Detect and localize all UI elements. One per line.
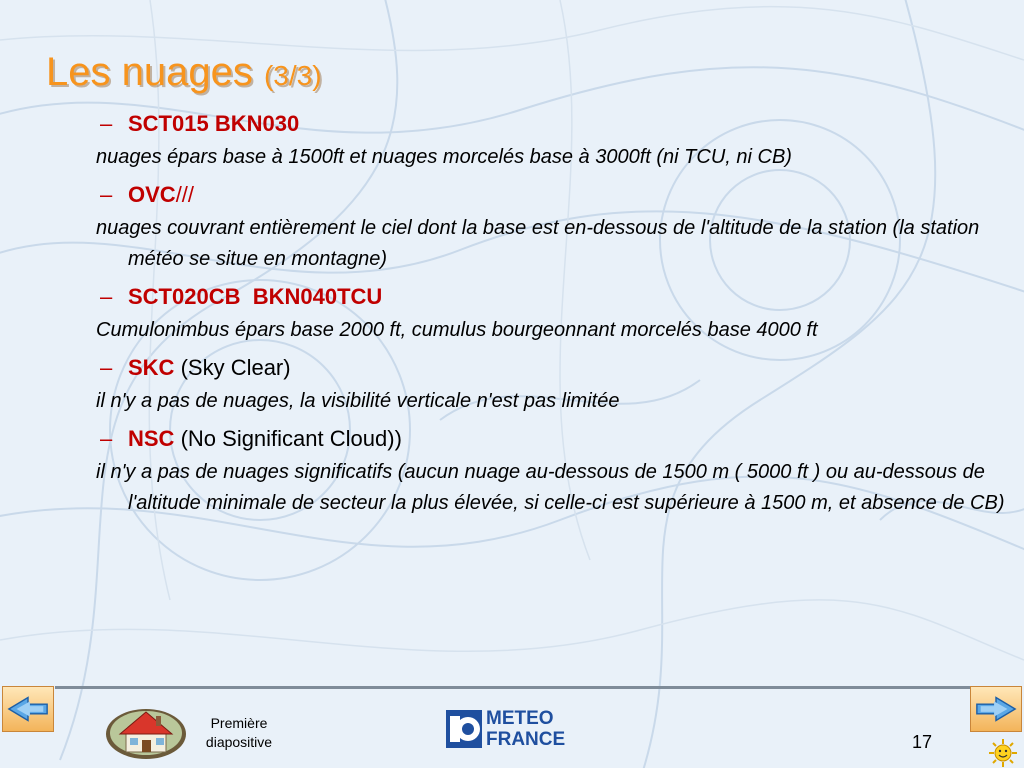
bullet-item <box>96 281 996 313</box>
content-list <box>96 108 1005 525</box>
bullet-description: il n'y a pas de nuages, la visibilité verticale n'est pas limitée <box>96 390 620 412</box>
page-number: 17 <box>912 732 933 752</box>
arrow-left-icon <box>3 687 53 731</box>
first-slide-button[interactable] <box>104 702 188 760</box>
first-slide-label[interactable] <box>190 714 288 752</box>
previous-slide-button[interactable] <box>2 686 54 732</box>
bullet-marker: – <box>100 111 113 136</box>
bullet-marker: – <box>100 182 113 207</box>
bullet-description: Cumulonimbus épars base 2000 ft, cumulus bourgeonnant morcelés base 4000 ft <box>96 319 818 341</box>
bullet-description: nuages couvrant entièrement le ciel dont la base est en-dessous de l'altitude de la station (la station météo se situe en montagne) <box>96 217 980 270</box>
smiling-sun-icon <box>988 738 1018 768</box>
bullet-item <box>96 179 996 211</box>
bullet-marker: – <box>100 426 113 451</box>
next-slide-button[interactable] <box>970 686 1022 732</box>
cloud-code: NSC <box>128 426 175 451</box>
title-suffix: (3/3) <box>263 60 322 91</box>
bullet-item <box>96 108 996 140</box>
bullet-item <box>96 423 996 455</box>
slide-title <box>46 50 322 95</box>
bullet-marker: – <box>100 284 113 309</box>
bullet-description: il n'y a pas de nuages significatifs (aucun nuage au-dessous de 1500 m ( 5000 ft ) ou au-dessous de l'altitude minimale de secteur la plus élevée, si celle-ci est supérieure à 1500 m, et absence de CB) <box>96 461 1005 514</box>
bullet-marker: – <box>100 355 113 380</box>
arrow-right-icon <box>971 687 1021 731</box>
logo-line-meteo: METEO <box>486 708 554 729</box>
meteo-france-emblem-icon <box>446 710 482 748</box>
meteo-france-logo <box>446 708 576 750</box>
bullet-description: nuages épars base à 1500ft et nuages morcelés base à 3000ft (ni TCU, ni CB) <box>96 146 792 168</box>
title-text: Les nuages <box>46 50 253 94</box>
first-slide-label-line2: diapositive <box>205 734 273 750</box>
cloud-code-meaning: (No Significant Cloud)) <box>180 426 402 451</box>
house-icon <box>104 702 188 760</box>
footer-divider <box>55 686 972 689</box>
first-slide-label-line1: Première <box>210 715 268 731</box>
bullet-item <box>96 352 996 384</box>
cloud-code: SCT020CB BKN040TCU <box>128 284 383 309</box>
cloud-code: SKC <box>128 355 175 380</box>
cloud-code: OVC <box>128 182 176 207</box>
cloud-code: SCT015 BKN030 <box>128 111 300 136</box>
cloud-code-meaning: (Sky Clear) <box>180 355 291 380</box>
cloud-code-suffix: /// <box>175 182 195 207</box>
logo-line-france: FRANCE <box>486 729 566 750</box>
